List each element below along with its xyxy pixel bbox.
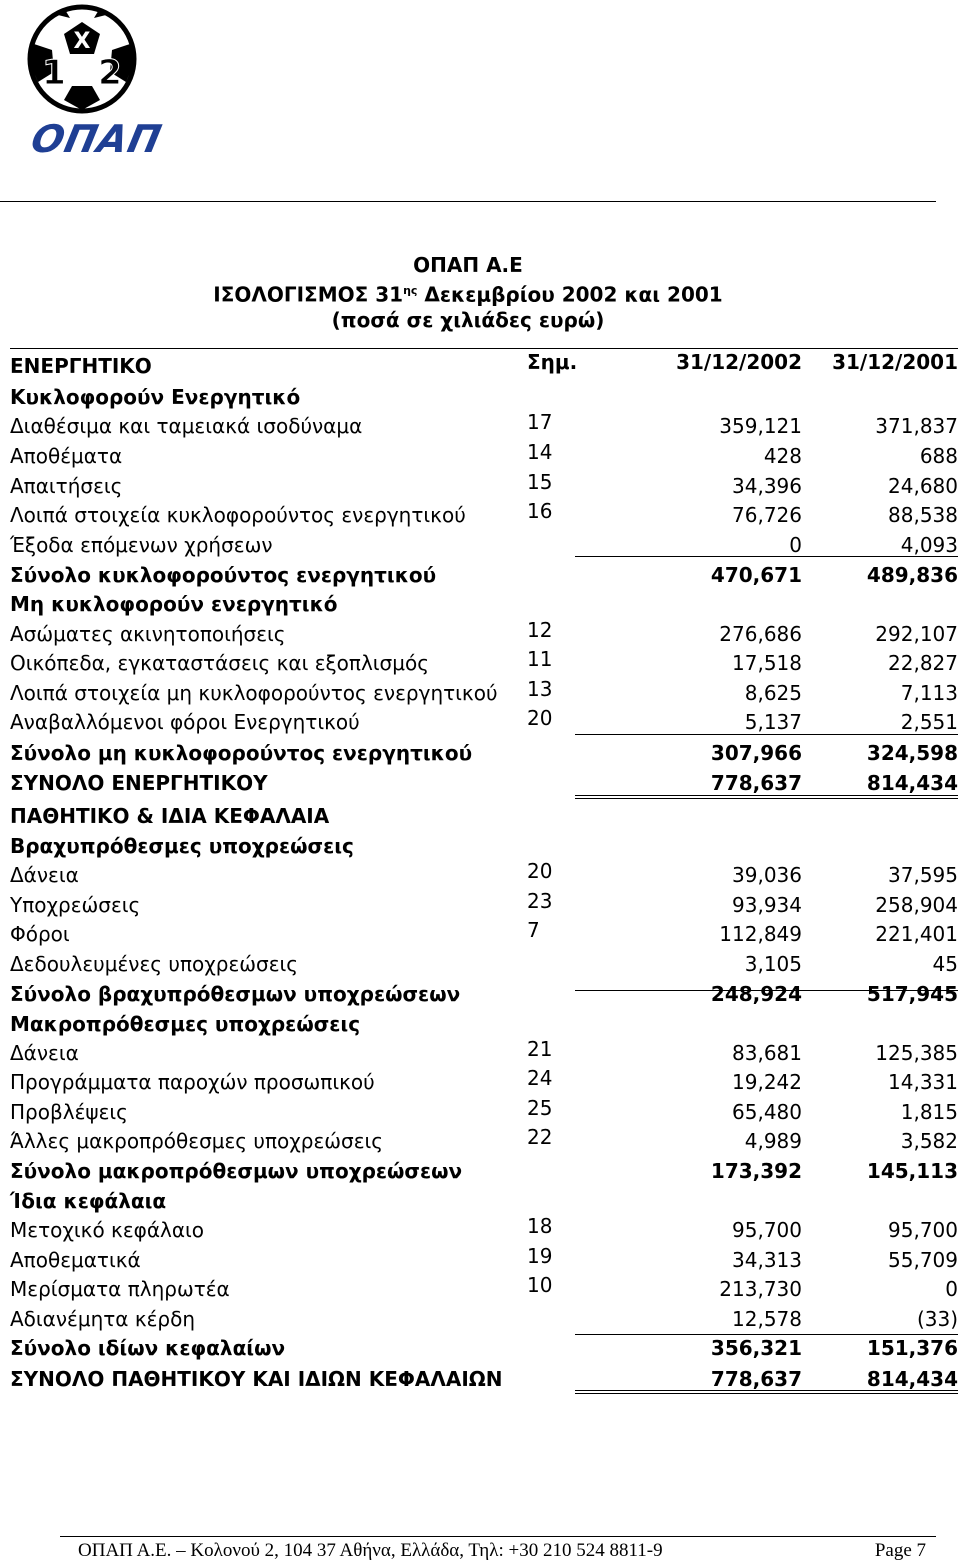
row-value-2002: 356,321	[710, 1336, 802, 1360]
ball-symbol-1: 1	[42, 53, 66, 93]
row-note: 12	[527, 618, 553, 642]
ball-symbol-2: 2	[98, 53, 122, 93]
statement-title-post: Δεκεμβρίου 2002 και 2001	[417, 282, 723, 307]
row-label: Άλλες μακροπρόθεσμες υποχρεώσεις	[10, 1129, 384, 1153]
row-value-2002: 65,480	[732, 1100, 802, 1124]
opap-logo	[14, 4, 167, 161]
table-row	[10, 706, 958, 735]
row-note: 10	[527, 1273, 553, 1297]
row-label: Σύνολο μακροπρόθεσμων υποχρεώσεων	[10, 1159, 463, 1183]
row-value-2002: 3,105	[744, 952, 802, 976]
table-section-row	[10, 381, 958, 410]
table-section-row	[10, 1185, 958, 1214]
table-section-row	[10, 1008, 958, 1037]
row-value-2002: 93,934	[732, 893, 802, 917]
table-section-row	[10, 830, 958, 859]
row-value-2001: 221,401	[875, 922, 958, 946]
header-col-2001: 31/12/2001	[832, 350, 958, 374]
row-note: 11	[527, 647, 553, 671]
row-label: Φόροι	[10, 922, 70, 946]
table-row	[10, 1214, 958, 1243]
row-value-2002: 34,313	[732, 1248, 802, 1272]
table-section-row	[10, 1155, 958, 1184]
table-row	[10, 677, 958, 706]
row-label: ΣΥΝΟΛΟ ΠΑΘΗΤΙΚΟΥ ΚΑΙ ΙΔΙΩΝ ΚΕΦΑΛΑΙΩΝ	[10, 1367, 503, 1391]
row-label: Αναβαλλόμενοι φόροι Ενεργητικού	[10, 710, 360, 734]
row-label: Μη κυκλοφορούν ενεργητικό	[10, 592, 338, 616]
row-value-2001: 145,113	[866, 1159, 958, 1183]
row-value-2001: 814,434	[866, 1367, 958, 1391]
row-label: Σύνολο βραχυπρόθεσμων υποχρεώσεων	[10, 982, 461, 1006]
header-divider	[0, 201, 936, 202]
table-top-rule	[10, 348, 958, 349]
table-row	[10, 1066, 958, 1095]
table-section-row	[10, 767, 958, 796]
row-value-2001: 517,945	[866, 982, 958, 1006]
table-row	[10, 1125, 958, 1154]
row-note: 18	[527, 1214, 553, 1238]
row-note: 24	[527, 1066, 553, 1090]
table-row	[10, 1273, 958, 1302]
ball-symbol-x: X	[73, 29, 91, 54]
table-section-row	[10, 1332, 958, 1361]
table-row	[10, 948, 958, 977]
table-section-row	[10, 800, 958, 829]
row-note: 19	[527, 1244, 553, 1268]
row-note: 21	[527, 1037, 553, 1061]
row-note: 25	[527, 1096, 553, 1120]
subtotal-rule	[575, 556, 958, 557]
table-section-row	[10, 588, 958, 617]
row-value-2001: 95,700	[888, 1218, 958, 1242]
row-value-2001: 37,595	[888, 863, 958, 887]
row-value-2002: 5,137	[744, 710, 802, 734]
table-row	[10, 889, 958, 918]
row-value-2001: 814,434	[866, 771, 958, 795]
table-row	[10, 859, 958, 888]
header-col-2002: 31/12/2002	[676, 350, 802, 374]
row-value-2001: 2,551	[900, 710, 958, 734]
row-label: Ίδια κεφάλαια	[10, 1189, 167, 1213]
row-label: Σύνολο ιδίων κεφαλαίων	[10, 1336, 286, 1360]
header-assets-label: ΕΝΕΡΓΗΤΙΚΟ	[10, 354, 152, 378]
row-value-2001: 55,709	[888, 1248, 958, 1272]
row-value-2001: 151,376	[866, 1336, 958, 1360]
row-label: Υποχρεώσεις	[10, 893, 141, 917]
row-label: Βραχυπρόθεσμες υποχρεώσεις	[10, 834, 354, 858]
row-note: 13	[527, 677, 553, 701]
row-value-2002: 39,036	[732, 863, 802, 887]
table-section-row	[10, 737, 958, 766]
row-label: Δεδουλευμένες υποχρεώσεις	[10, 952, 299, 976]
row-value-2002: 248,924	[710, 982, 802, 1006]
row-label: Δάνεια	[10, 863, 79, 887]
row-label: Σύνολο κυκλοφορούντος ενεργητικού	[10, 563, 437, 587]
row-label: Οικόπεδα, εγκαταστάσεις και εξοπλισμός	[10, 651, 429, 675]
footer-divider	[60, 1536, 936, 1537]
row-note: 23	[527, 889, 553, 913]
units-note: (ποσά σε χιλιάδες ευρώ)	[331, 307, 605, 332]
row-value-2002: 276,686	[719, 622, 802, 646]
row-note: 16	[527, 499, 553, 523]
page-footer	[78, 1540, 936, 1562]
soccer-ball-icon	[14, 4, 150, 116]
row-label: Αποθέματα	[10, 444, 123, 468]
row-value-2001: 3,582	[900, 1129, 958, 1153]
table-row	[10, 470, 958, 499]
subtotal-rule	[575, 734, 958, 735]
row-value-2001: 1,815	[900, 1100, 958, 1124]
row-value-2001: 371,837	[875, 414, 958, 438]
page-number: Page 7	[874, 1540, 926, 1561]
table-header-row	[10, 350, 958, 379]
row-label: Μακροπρόθεσμες υποχρεώσεις	[10, 1012, 361, 1036]
row-note: 22	[527, 1125, 553, 1149]
table-row	[10, 499, 958, 528]
table-row	[10, 410, 958, 439]
row-value-2001: 258,904	[875, 893, 958, 917]
row-value-2002: 12,578	[732, 1307, 802, 1331]
row-label: Λοιπά στοιχεία κυκλοφορούντος ενεργητικού	[10, 503, 466, 527]
row-value-2002: 778,637	[710, 771, 802, 795]
row-label: ΣΥΝΟΛΟ ΕΝΕΡΓΗΤΙΚΟΥ	[10, 771, 268, 795]
row-value-2002: 34,396	[732, 474, 802, 498]
row-value-2002: 19,242	[732, 1070, 802, 1094]
row-label: Κυκλοφορούν Ενεργητικό	[10, 385, 301, 409]
statement-title-block	[0, 253, 936, 333]
row-label: Απαιτήσεις	[10, 474, 123, 498]
row-value-2001: 4,093	[900, 533, 958, 557]
row-label: Αποθεματικά	[10, 1248, 141, 1272]
row-label: Δάνεια	[10, 1041, 79, 1065]
subtotal-rule	[575, 990, 958, 991]
company-name: ΟΠΑΠ Α.Ε	[413, 253, 523, 277]
row-value-2001: 0	[945, 1277, 958, 1301]
row-value-2001: 292,107	[875, 622, 958, 646]
row-note: 7	[527, 918, 540, 942]
table-row	[10, 529, 958, 558]
row-value-2002: 112,849	[719, 922, 802, 946]
row-value-2002: 76,726	[732, 503, 802, 527]
row-value-2001: 125,385	[875, 1041, 958, 1065]
table-section-row	[10, 1363, 958, 1392]
row-label: ΠΑΘΗΤΙΚΟ & ΙΔΙΑ ΚΕΦΑΛΑΙΑ	[10, 804, 330, 828]
row-value-2001: 45	[932, 952, 958, 976]
row-value-2001: (33)	[916, 1307, 958, 1331]
row-value-2002: 173,392	[710, 1159, 802, 1183]
row-value-2002: 95,700	[732, 1218, 802, 1242]
table-row	[10, 1037, 958, 1066]
row-value-2002: 83,681	[732, 1041, 802, 1065]
row-label: Αδιανέμητα κέρδη	[10, 1307, 196, 1331]
table-row	[10, 647, 958, 676]
row-note: 20	[527, 859, 553, 883]
row-value-2002: 4,989	[744, 1129, 802, 1153]
row-value-2001: 7,113	[900, 681, 958, 705]
row-value-2001: 489,836	[866, 563, 958, 587]
logo-wordmark: ΟΠΑΠ	[27, 117, 167, 161]
statement-title-sup: ης	[403, 284, 418, 297]
row-value-2001: 14,331	[888, 1070, 958, 1094]
row-label: Έξοδα επόμενων χρήσεων	[10, 533, 273, 557]
row-value-2002: 778,637	[710, 1367, 802, 1391]
row-note: 14	[527, 440, 553, 464]
table-row	[10, 440, 958, 469]
table-row	[10, 618, 958, 647]
table-row	[10, 1096, 958, 1125]
subtotal-rule	[575, 1334, 958, 1335]
statement-title-pre: ΙΣΟΛΟΓΙΣΜΟΣ 31	[213, 282, 404, 307]
row-label: Προβλέψεις	[10, 1100, 128, 1124]
row-label: Λοιπά στοιχεία μη κυκλοφορούντος ενεργητικού	[10, 681, 498, 705]
row-value-2001: 688	[919, 444, 958, 468]
row-label: Ασώματες ακινητοποιήσεις	[10, 622, 286, 646]
row-value-2002: 307,966	[710, 741, 802, 765]
row-value-2001: 88,538	[888, 503, 958, 527]
row-label: Μετοχικό κεφάλαιο	[10, 1218, 205, 1242]
table-row	[10, 1303, 958, 1332]
row-value-2002: 8,625	[744, 681, 802, 705]
row-value-2002: 17,518	[732, 651, 802, 675]
row-value-2002: 359,121	[719, 414, 802, 438]
row-value-2002: 213,730	[719, 1277, 802, 1301]
row-label: Διαθέσιμα και ταμειακά ισοδύναμα	[10, 414, 363, 438]
row-value-2001: 22,827	[888, 651, 958, 675]
table-row	[10, 918, 958, 947]
row-label: Μερίσματα πληρωτέα	[10, 1277, 230, 1301]
statement-title	[0, 278, 936, 308]
row-value-2001: 324,598	[866, 741, 958, 765]
row-note: 17	[527, 410, 553, 434]
table-row	[10, 1244, 958, 1273]
row-value-2002: 0	[789, 533, 802, 557]
total-double-rule	[575, 1390, 958, 1391]
total-double-rule	[575, 795, 958, 796]
row-note: 20	[527, 706, 553, 730]
row-label: Σύνολο μη κυκλοφορούντος ενεργητικού	[10, 741, 473, 765]
footer-address: ΟΠΑΠ Α.Ε. – Κολονού 2, 104 37 Αθήνα, Ελλάδα, Τηλ: +30 210 524 8811-9	[78, 1540, 663, 1561]
table-section-row	[10, 978, 958, 1007]
row-label: Προγράμματα παροχών προσωπικού	[10, 1070, 375, 1094]
row-value-2002: 428	[763, 444, 802, 468]
table-section-row	[10, 559, 958, 588]
row-note: 15	[527, 470, 553, 494]
header-note-label: Σημ.	[527, 350, 578, 374]
row-value-2001: 24,680	[888, 474, 958, 498]
row-value-2002: 470,671	[710, 563, 802, 587]
